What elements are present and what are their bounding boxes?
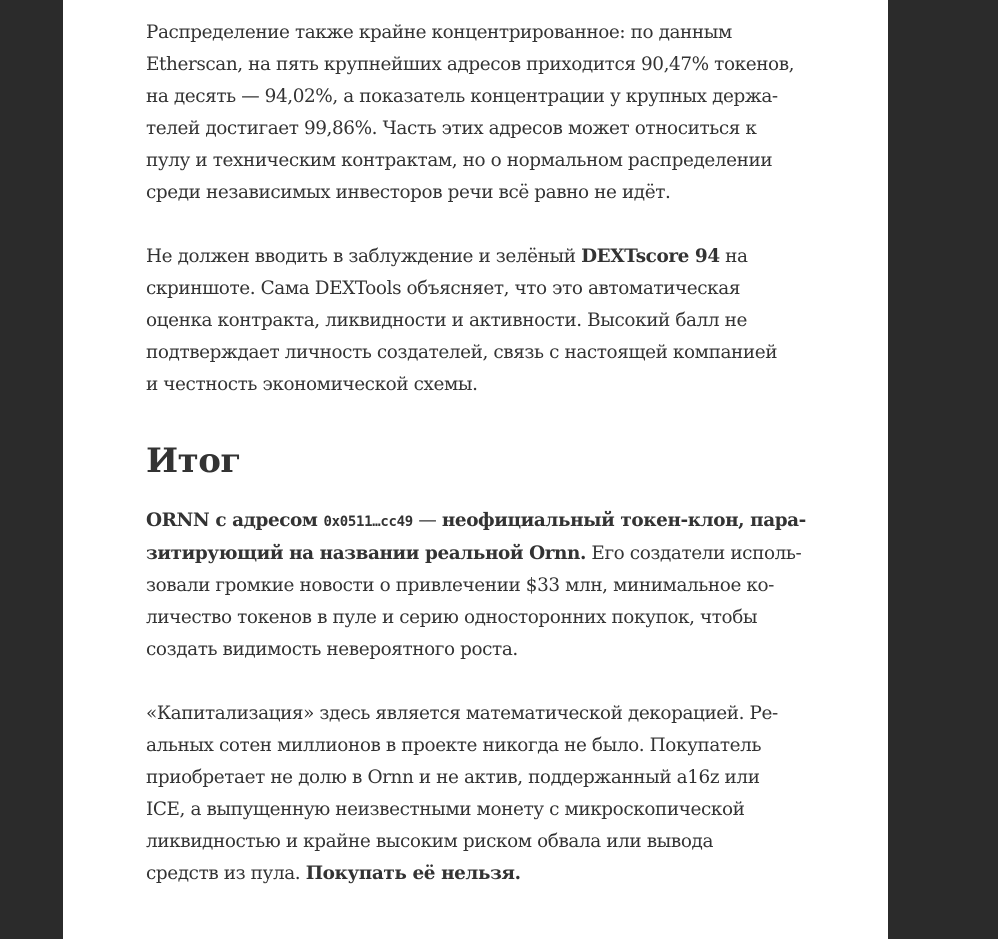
text-line: «Капитализация» здесь является математической декорацией. Ре- xyxy=(146,703,778,724)
text-fragment: средств из пула. xyxy=(146,863,306,884)
text-line: альных сотен миллионов в проекте никогда не было. Покупатель xyxy=(146,735,762,756)
text-line: Etherscan, на пять крупнейших адресов приходится 90,47% токенов, xyxy=(146,54,795,75)
text-line: Распределение также крайне концентрированное: по данным xyxy=(146,22,732,43)
text-line: зовали громкие новости о привлечении $33 млн, минимальное ко- xyxy=(146,575,774,596)
text-line: подтверждает личность создателей, связь с настоящей компанией xyxy=(146,342,778,363)
section-heading-summary: Итог xyxy=(146,441,241,481)
text-fragment: на xyxy=(719,246,748,267)
text-line: оценка контракта, ликвидности и активности. Высокий балл не xyxy=(146,310,747,331)
text-line: создать видимость невероятного роста. xyxy=(146,639,518,660)
text-line: среди независимых инвесторов речи всё равно не идёт. xyxy=(146,182,671,203)
text-line: ICE, а выпущенную неизвестными монету с микроскопической xyxy=(146,799,745,820)
text-fragment: Не должен вводить в заблуждение и зелёный xyxy=(146,246,582,267)
text-bold: неофициальный токен-клон, пара- xyxy=(441,510,806,531)
article-content xyxy=(146,17,810,922)
text-line: и честность экономической схемы. xyxy=(146,374,478,395)
paragraph-summary xyxy=(146,505,810,666)
text-line: на десять — 94,02%, а показатель концентрации у крупных держа- xyxy=(146,86,778,107)
paragraph-capitalization xyxy=(146,698,810,890)
dextscore-highlight: DEXTscore 94 xyxy=(581,246,720,267)
text-line: приобретает не долю в Ornn и не актив, поддержанный a16z или xyxy=(146,767,760,788)
text-line: пулу и техническим контрактам, но о нормальном распределении xyxy=(146,150,773,171)
text-line: телей достигает 99,86%. Часть этих адресов может относиться к xyxy=(146,118,757,139)
text-line xyxy=(146,858,810,890)
text-bold: ORNN с адресом xyxy=(146,510,324,531)
text-line xyxy=(146,505,810,538)
text-line: ликвидностью и крайне высоким риском обвала или вывода xyxy=(146,831,714,852)
text-fragment: — xyxy=(412,510,442,531)
text-fragment: Его создатели исполь- xyxy=(585,543,802,564)
text-line: скриншоте. Сама DEXTools объясняет, что это автоматическая xyxy=(146,278,741,299)
text-line xyxy=(146,538,810,570)
conclusion-warning: Покупать её нельзя. xyxy=(305,863,521,884)
contract-address: 0x0511…cc49 xyxy=(323,514,413,530)
text-bold: зитирующий на названии реальной Ornn. xyxy=(146,543,586,564)
text-line xyxy=(146,241,810,273)
paragraph-distribution xyxy=(146,17,810,209)
article-page xyxy=(63,0,888,939)
text-line: личество токенов в пуле и серию односторонних покупок, чтобы xyxy=(146,607,758,628)
paragraph-dextscore xyxy=(146,241,810,401)
